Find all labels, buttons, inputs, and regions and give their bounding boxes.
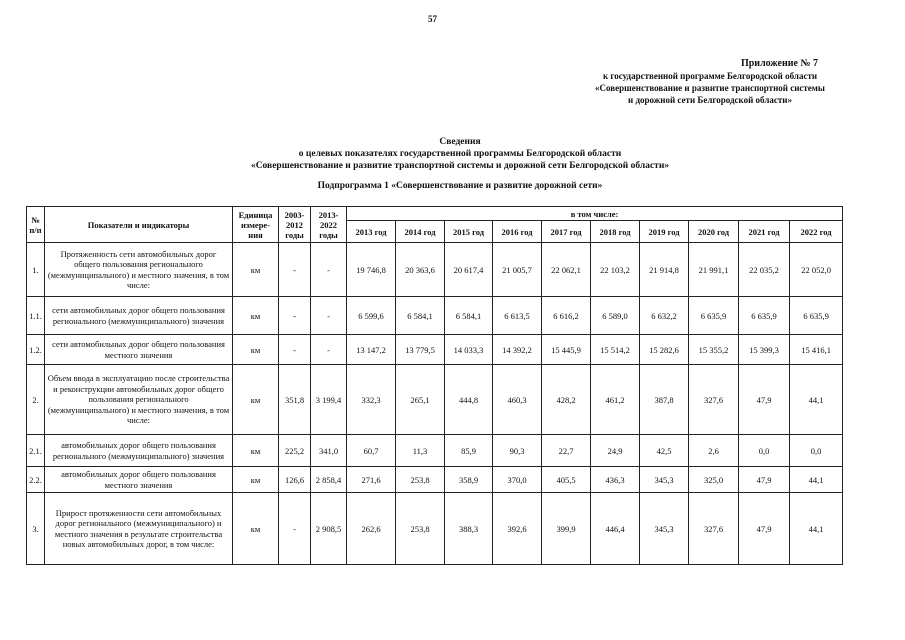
year-value: 13 147,2 <box>347 335 396 365</box>
year-value: 2,6 <box>689 435 739 467</box>
appendix-line: к государственной программе Белгородской области <box>602 71 818 81</box>
year-value: 6 632,2 <box>640 297 689 335</box>
year-value: 14 392,2 <box>493 335 542 365</box>
period-2013-2022-value: 2 858,4 <box>311 467 347 493</box>
indicator-name: автомобильных дорог общего пользования местного значения <box>45 467 233 493</box>
year-value: 271,6 <box>347 467 396 493</box>
appendix-title: Приложение № 7 <box>740 58 818 69</box>
year-value: 15 282,6 <box>640 335 689 365</box>
year-value: 21 005,7 <box>493 243 542 297</box>
year-value: 405,5 <box>542 467 591 493</box>
year-value: 21 991,1 <box>689 243 739 297</box>
year-value: 392,6 <box>493 493 542 565</box>
year-value: 60,7 <box>347 435 396 467</box>
header-year: 2020 год <box>689 221 739 243</box>
header-no: № п/п <box>27 207 45 243</box>
year-value: 21 914,8 <box>640 243 689 297</box>
year-value: 327,6 <box>689 493 739 565</box>
year-value: 358,9 <box>445 467 493 493</box>
year-value: 444,8 <box>445 365 493 435</box>
indicator-name: сети автомобильных дорог общего пользования местного значения <box>45 335 233 365</box>
row-number: 3. <box>27 493 45 565</box>
header-year: 2013 год <box>347 221 396 243</box>
row-number: 2. <box>27 365 45 435</box>
year-value: 0,0 <box>790 435 843 467</box>
header-year: 2016 год <box>493 221 542 243</box>
period-2003-2012-value: 225,2 <box>279 435 311 467</box>
year-value: 265,1 <box>396 365 445 435</box>
header-indicator: Показатели и индикаторы <box>45 207 233 243</box>
year-value: 345,3 <box>640 467 689 493</box>
period-2003-2012-value: - <box>279 335 311 365</box>
year-value: 13 779,5 <box>396 335 445 365</box>
year-value: 22 035,2 <box>739 243 790 297</box>
year-value: 15 355,2 <box>689 335 739 365</box>
year-value: 47,9 <box>739 467 790 493</box>
year-value: 6 584,1 <box>396 297 445 335</box>
table-row <box>27 335 843 365</box>
year-value: 325,0 <box>689 467 739 493</box>
table-row <box>27 297 843 335</box>
header-year: 2014 год <box>396 221 445 243</box>
year-value: 11,3 <box>396 435 445 467</box>
year-value: 42,5 <box>640 435 689 467</box>
header-year: 2022 год <box>790 221 843 243</box>
table-row <box>27 435 843 467</box>
heading-line: «Совершенствование и развитие транспортной системы и дорожной сети Белгородской области» <box>250 161 670 171</box>
year-value: 428,2 <box>542 365 591 435</box>
subprogram-title: Подпрограмма 1 «Совершенствование и развитие дорожной сети» <box>317 181 603 191</box>
indicator-name: Объем ввода в эксплуатацию после строительства и реконструкции автомобильных дорог общего пользования регионального (межмуниципального) и местного значения, в том числе: <box>45 365 233 435</box>
year-value: 6 584,1 <box>445 297 493 335</box>
page-number: 57 <box>428 14 437 24</box>
year-value: 6 635,9 <box>689 297 739 335</box>
unit-cell: км <box>233 467 279 493</box>
row-number: 2.2. <box>27 467 45 493</box>
year-value: 332,3 <box>347 365 396 435</box>
indicator-name: Протяженность сети автомобильных дорог общего пользования регионального (межмуниципального) и местного значения, в том числе: <box>45 243 233 297</box>
year-value: 460,3 <box>493 365 542 435</box>
year-value: 436,3 <box>591 467 640 493</box>
year-value: 446,4 <box>591 493 640 565</box>
year-value: 19 746,8 <box>347 243 396 297</box>
year-value: 387,8 <box>640 365 689 435</box>
year-value: 20 617,4 <box>445 243 493 297</box>
year-value: 44,1 <box>790 493 843 565</box>
year-value: 90,3 <box>493 435 542 467</box>
year-value: 22 103,2 <box>591 243 640 297</box>
header-year: 2015 год <box>445 221 493 243</box>
year-value: 15 399,3 <box>739 335 790 365</box>
year-value: 15 416,1 <box>790 335 843 365</box>
year-value: 15 514,2 <box>591 335 640 365</box>
header-year: 2017 год <box>542 221 591 243</box>
header-period-2003-2012: 2003-2012 годы <box>279 207 311 243</box>
period-2003-2012-value: 351,8 <box>279 365 311 435</box>
year-value: 47,9 <box>739 493 790 565</box>
period-2003-2012-value: 126,6 <box>279 467 311 493</box>
year-value: 14 033,3 <box>445 335 493 365</box>
year-value: 6 635,9 <box>790 297 843 335</box>
year-value: 370,0 <box>493 467 542 493</box>
year-value: 22 052,0 <box>790 243 843 297</box>
year-value: 262,6 <box>347 493 396 565</box>
header-year: 2021 год <box>739 221 790 243</box>
period-2013-2022-value: - <box>311 335 347 365</box>
year-value: 399,9 <box>542 493 591 565</box>
year-value: 461,2 <box>591 365 640 435</box>
period-2003-2012-value: - <box>279 297 311 335</box>
year-value: 327,6 <box>689 365 739 435</box>
year-value: 6 599,6 <box>347 297 396 335</box>
table-row <box>27 243 843 297</box>
unit-cell: км <box>233 435 279 467</box>
row-number: 2.1. <box>27 435 45 467</box>
year-value: 47,9 <box>739 365 790 435</box>
document-heading <box>150 136 770 172</box>
unit-cell: км <box>233 365 279 435</box>
header-period-2013-2022: 2013-2022 годы <box>311 207 347 243</box>
unit-cell: км <box>233 243 279 297</box>
year-value: 6 635,9 <box>739 297 790 335</box>
header-year: 2019 год <box>640 221 689 243</box>
indicator-name: Прирост протяженности сети автомобильных дорог регионального (межмуниципального) и местного значения в результате строительства новых автомобильных дорог, в том числе: <box>45 493 233 565</box>
indicators-table <box>26 206 843 565</box>
appendix-note <box>560 58 860 106</box>
year-value: 6 589,0 <box>591 297 640 335</box>
row-number: 1.1. <box>27 297 45 335</box>
indicator-name: автомобильных дорог общего пользования регионального (межмуниципального) значения <box>45 435 233 467</box>
indicator-name: сети автомобильных дорог общего пользования регионального (межмуниципального) значения <box>45 297 233 335</box>
appendix-line: и дорожной сети Белгородской области» <box>628 95 792 105</box>
year-value: 15 445,9 <box>542 335 591 365</box>
year-value: 388,3 <box>445 493 493 565</box>
year-value: 44,1 <box>790 365 843 435</box>
heading-line: о целевых показателях государственной программы Белгородской области <box>298 149 622 159</box>
period-2003-2012-value: - <box>279 493 311 565</box>
period-2013-2022-value: - <box>311 243 347 297</box>
year-value: 44,1 <box>790 467 843 493</box>
row-number: 1. <box>27 243 45 297</box>
unit-cell: км <box>233 297 279 335</box>
period-2013-2022-value: 2 908,5 <box>311 493 347 565</box>
period-2013-2022-value: 3 199,4 <box>311 365 347 435</box>
appendix-line: «Совершенствование и развитие транспортной системы <box>595 83 825 93</box>
period-2013-2022-value: 341,0 <box>311 435 347 467</box>
heading-title: Сведения <box>439 137 481 147</box>
table-row <box>27 467 843 493</box>
year-value: 85,9 <box>445 435 493 467</box>
year-value: 6 616,2 <box>542 297 591 335</box>
period-2003-2012-value: - <box>279 243 311 297</box>
table-row <box>27 365 843 435</box>
year-value: 20 363,6 <box>396 243 445 297</box>
header-year: 2018 год <box>591 221 640 243</box>
unit-cell: км <box>233 335 279 365</box>
year-value: 6 613,5 <box>493 297 542 335</box>
table-row <box>27 493 843 565</box>
year-value: 22 062,1 <box>542 243 591 297</box>
year-value: 24,9 <box>591 435 640 467</box>
unit-cell: км <box>233 493 279 565</box>
year-value: 253,8 <box>396 467 445 493</box>
year-value: 253,8 <box>396 493 445 565</box>
header-including: в том числе: <box>347 207 843 221</box>
period-2013-2022-value: - <box>311 297 347 335</box>
year-value: 345,3 <box>640 493 689 565</box>
header-unit: Единица измере-ния <box>233 207 279 243</box>
row-number: 1.2. <box>27 335 45 365</box>
year-value: 22,7 <box>542 435 591 467</box>
year-value: 0,0 <box>739 435 790 467</box>
